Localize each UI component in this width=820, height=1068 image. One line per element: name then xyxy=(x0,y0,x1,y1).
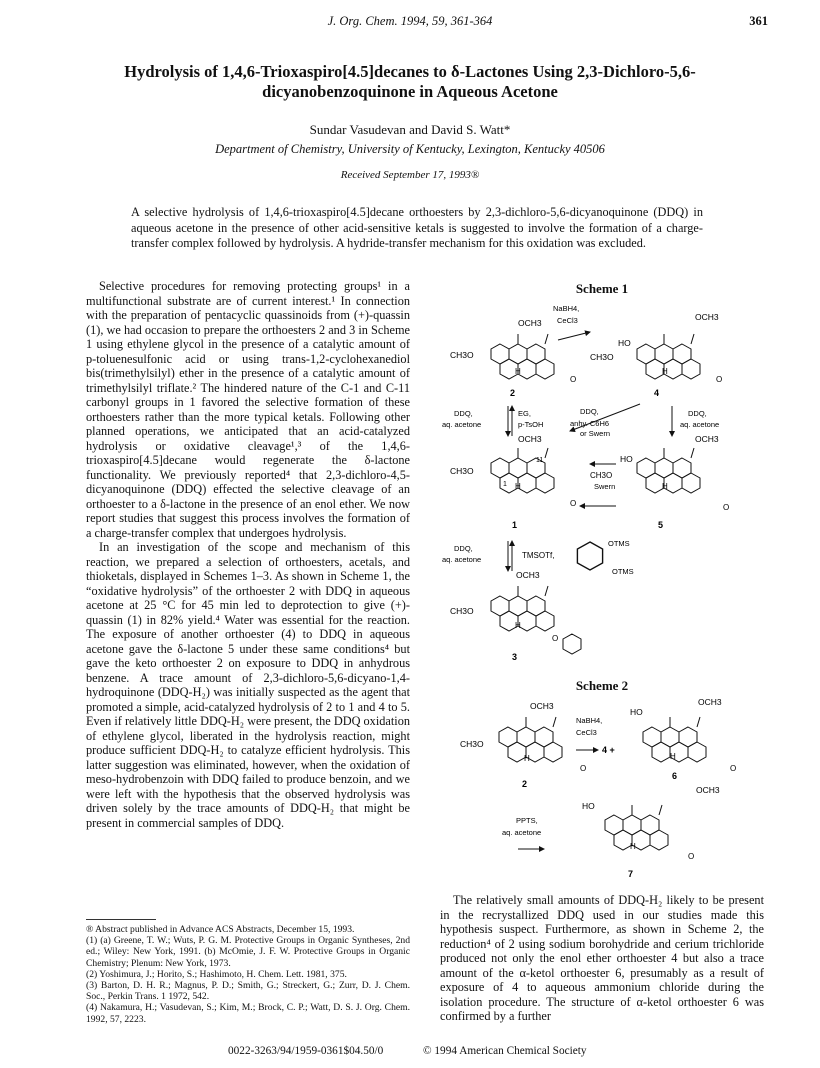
compound-number-2: 2 xyxy=(522,779,528,789)
compound-4-structure xyxy=(637,334,700,379)
compound-number-3: 3 xyxy=(512,652,518,662)
aq-acetone-reagent: aq. acetone xyxy=(502,828,542,837)
o-label: O xyxy=(723,503,730,512)
h-label: H xyxy=(670,752,676,761)
compound-3-structure xyxy=(491,586,554,631)
och3-label: OCH3 xyxy=(518,434,542,444)
compound-number-4: 4 xyxy=(654,388,660,398)
ch3o-label: CH3O xyxy=(590,352,614,362)
och3-label: OCH3 xyxy=(518,318,542,328)
compound-2-structure xyxy=(491,334,554,379)
h-label: H xyxy=(515,482,521,491)
received-date: Received September 17, 1993® xyxy=(340,169,480,181)
anhy-benzene-reagent: anhy. C6H6 xyxy=(570,419,610,428)
ddq-reagent: DDQ, xyxy=(688,409,707,418)
och3-label: OCH3 xyxy=(530,701,554,711)
ch3o-label: CH3O xyxy=(450,350,474,360)
nabh4-reagent: NaBH4, xyxy=(553,304,580,313)
ch3o-label: CH3O xyxy=(590,471,613,480)
paragraph: The relatively small amounts of DDQ-H₂ likely to be present in the recrystallized DDQ used in our studies made this hypothesis suspect. Furthermore, as shown in Scheme 2, the reduction⁴ of 2 using sodium borohydride and cerium trichloride produced not only the enol ether orthoester 4 but also a trace amount of the α-ketol orthoester 6, presumably as a result of exposure of 4 to aqueous ammonium chloride during the isolation procedure. The structure of α-ketol orthoester 6 was confirmed by a further xyxy=(440,893,764,1023)
authors: Sundar Vasudevan and David S. Watt* xyxy=(309,122,511,137)
cecl3-reagent: CeCl3 xyxy=(557,316,578,325)
ch3o-label: CH3O xyxy=(460,739,484,749)
ch3o-label: CH3O xyxy=(450,466,474,476)
left-column xyxy=(86,279,410,830)
footnote: ® Abstract published in Advance ACS Abstracts, December 15, 1993. xyxy=(86,924,355,935)
och3-label: OCH3 xyxy=(516,570,540,580)
ddq-reagent: DDQ, xyxy=(454,544,473,553)
copyright: © 1994 American Chemical Society xyxy=(423,1045,587,1057)
ppts-reagent: PPTS, xyxy=(516,816,538,825)
aq-acetone-reagent: aq. acetone xyxy=(680,420,720,429)
running-header xyxy=(0,14,820,34)
o-label: O xyxy=(580,764,587,773)
ddq-reagent: DDQ, xyxy=(454,409,473,418)
och3-label: OCH3 xyxy=(696,785,720,795)
compound-5-structure xyxy=(637,448,700,493)
footnote: (4) Nakamura, H.; Vasudevan, S.; Kim, M.; Brock, C. P.; Watt, D. S. J. Org. Chem. 1992, 57, 2223. xyxy=(86,1002,410,1025)
ptsoh-reagent: p-TsOH xyxy=(518,420,544,429)
cyclohexanediol-structure xyxy=(577,542,602,570)
o-label: O xyxy=(716,375,723,384)
eg-reagent: EG, xyxy=(518,409,531,418)
footnote: (1) (a) Greene, T. W.; Wuts, P. G. M. Protective Groups in Organic Syntheses, 2nd ed.; Wiley: New York, 1991. (b) McOmie, J. F. W. Protective Groups in Organic Chemistry; Plenum: New York, 1973. xyxy=(86,935,410,969)
footnote-rule xyxy=(86,919,156,920)
tmsotf-reagent: TMSOTf, xyxy=(522,551,555,560)
c1-label: 1 xyxy=(503,481,507,488)
h-label: H xyxy=(662,367,668,376)
otms-label: OTMS xyxy=(612,567,634,576)
compound-number-1: 1 xyxy=(512,520,518,530)
swern-reagent: Swern xyxy=(594,482,616,491)
compound-number-2: 2 xyxy=(510,388,516,398)
cyclohexyl-ring xyxy=(563,634,581,654)
h-label: H xyxy=(662,482,668,491)
page-number: 361 xyxy=(749,14,768,28)
ho-label: HO xyxy=(618,338,631,348)
ho-label: HO xyxy=(630,707,643,717)
aq-acetone-reagent: aq. acetone xyxy=(442,555,482,564)
compound-7-structure xyxy=(605,805,668,850)
journal-citation: J. Org. Chem. 1994, 59, 361-364 xyxy=(327,14,493,28)
otms-label: OTMS xyxy=(608,539,630,548)
scheme-2-label: Scheme 2 xyxy=(575,678,629,693)
affiliation: Department of Chemistry, University of Kentucky, Lexington, Kentucky 40506 xyxy=(215,142,605,156)
och3-label: OCH3 xyxy=(698,697,722,707)
ddq-reagent: DDQ, xyxy=(580,407,599,416)
compound-2-structure xyxy=(499,717,562,762)
nabh4-reagent: NaBH4, xyxy=(576,716,603,725)
abstract: A selective hydrolysis of 1,4,6-trioxaspiro[4.5]decane orthoesters by 2,3-dichloro-5,6-dicyanoquinone (DDQ) in aqueous acetone in the presence of other acid-sensitive ketals is suggested to involve the formation of a charge-transfer complex followed by hydrolysis. A hydride-transfer mechanism for this oxidation was excluded. xyxy=(131,205,703,250)
compound-number-7: 7 xyxy=(628,869,634,879)
o-label: O xyxy=(688,852,695,861)
scheme-1-label: Scheme 1 xyxy=(575,281,629,296)
product-plus-label: 4 + xyxy=(602,745,615,755)
article-title: Hydrolysis of 1,4,6-Trioxaspiro[4.5]decanes to δ-Lactones Using 2,3-Dichloro-5,6-dicyanobenzoquinone in Aqueous Acetone xyxy=(124,62,696,101)
or-swern-reagent: or Swern xyxy=(580,429,611,438)
compound-number-5: 5 xyxy=(658,520,664,530)
cecl3-reagent: CeCl3 xyxy=(576,728,597,737)
paragraph: Selective procedures for removing protecting groups¹ in a multifunctional substrate are of current interest.¹ In connection with the preparation of pentacyclic quassinoids from (+)-quassin (1), we had occasion to prepare the orthoesters 2 and 3 in Scheme 1 using ethylene glycol in the presence of a catalytic amount of p-toluenesulfonic acid or using trans-1,2-cyclohexanediol bis(trimethylsilyl) ether in the presence of a catalytic amount of trimethylsilyl triflate.² The hindered nature of the C-1 and C-11 carbonyl groups in 1 favored the selective formation of these orthoesters rather than the more typical ketals. Following other planned operations, we anticipated that an acid-catalyzed hydrolysis or oxidative cleavage¹,³ of the 1,4,6-trioxaspiro[4.5]decane would regenerate the δ-lactone functionality. We previously reported⁴ that 2,3-dichloro-4,5-dicyanoquinone (DDQ) effected the selective cleavage of an orthoester to a δ-lactone in the presence of an enol ether. We now report studies that suggest this process involves the formation of a charge-transfer complex that undergoes hydrolysis. xyxy=(86,279,410,540)
footnote: (3) Barton, D. H. R.; Magnus, P. D.; Smith, G.; Streckert, G.; Zurr, D. J. Chem. Soc., Perkin Trans. 1 1972, 542. xyxy=(86,980,410,1003)
och3-label: OCH3 xyxy=(695,434,719,444)
ch3o-label: CH3O xyxy=(450,606,474,616)
scheme-2-figure xyxy=(440,693,770,888)
paragraph: In an investigation of the scope and mechanism of this reaction, we prepared a selection of orthoesters, acetals, and thioketals, displayed in Schemes 1–3. As shown in Scheme 1, the “oxidative hydrolysis” of the orthoester 2 with DDQ in aqueous acetone at 25 °C for 45 min led to deprotection to give (+)-quassin (1) in 82% yield.⁴ Water was essential for the reaction. The exposure of another orthoester (4) to DDQ in aqueous acetone gave the δ-lactone 5 under these same conditions⁴ but gave the keto orthoester 2 on exposure to DDQ in anhydrous benzene. A trace amount of 2,3-dichloro-5,6-dicyano-1,4-hydroquinone (DDQ-H₂) was initially suspected as the agent that promoted a simple, acid-catalyzed hydrolysis of 2 to 1 and 4 to 5. Even if relatively little DDQ-H₂ were present, the DDQ oxidation of ethylene glycol, liberated in the hydrolysis reaction, might produce sufficient DDQ-H₂ to catalyze efficient hydrolysis. This latter suggestion was eliminated, however, when the oxidation of meso-hydrobenzoin with DDQ failed to produce benzoin, and we were left with the hypothesis that the observed hydrolysis was driven solely by the trace amounts of DDQ-H₂ that might be present in commercial samples of DDQ. xyxy=(86,540,410,830)
o-label: O xyxy=(570,375,577,384)
h-label: H xyxy=(524,754,530,763)
o-label: O xyxy=(730,764,737,773)
o-label: O xyxy=(552,634,559,643)
footnote: (2) Yoshimura, J.; Horito, S.; Hashimoto, H. Chem. Lett. 1981, 375. xyxy=(86,968,347,980)
footnotes xyxy=(86,924,410,1025)
c11-label: 11 xyxy=(536,457,544,464)
scheme-1-figure xyxy=(440,296,770,670)
compound-1-structure xyxy=(491,448,554,493)
h-label: H xyxy=(630,842,636,851)
compound-number-6: 6 xyxy=(672,771,678,781)
h-label: H xyxy=(515,367,521,376)
aq-acetone-reagent: aq. acetone xyxy=(442,420,482,429)
ho-label: HO xyxy=(582,801,595,811)
h-label: H xyxy=(515,621,521,630)
right-column xyxy=(440,893,764,1024)
article-code: 0022-3263/94/1959-0361$04.50/0 xyxy=(228,1045,384,1057)
och3-label: OCH3 xyxy=(695,312,719,322)
o-label: O xyxy=(570,499,577,508)
ho-label: HO xyxy=(620,454,633,464)
